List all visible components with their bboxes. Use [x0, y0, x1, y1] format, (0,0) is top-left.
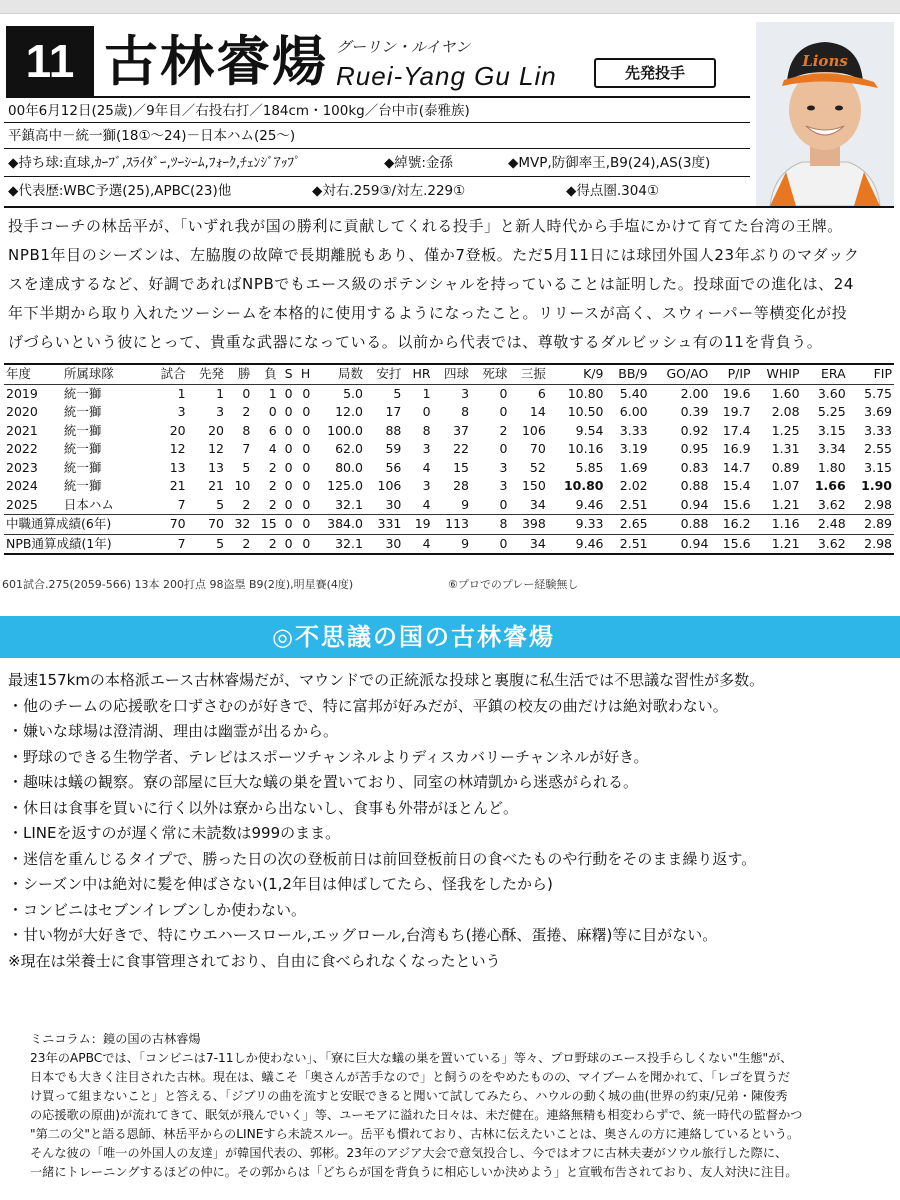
- trivia-line: ・休日は食事を買いに行く以外は寮から出ないし、食事も外帯がほとんど。: [8, 798, 519, 817]
- stats-cell: 0.39: [680, 404, 709, 419]
- trivia-line: ・LINEを返すのが遅く常に未読数は999のまま。: [8, 824, 341, 842]
- stats-cell: 2: [252, 534, 278, 554]
- stats-cell: 10.16: [567, 441, 604, 456]
- bio-line: NPB1年目のシーズンは、左脇腹の故障で長期離脱もあり、僅か7登板。ただ5月11日には球団外国人23年ぶりのマダック: [8, 246, 860, 264]
- stats-cell: 10: [234, 478, 251, 493]
- stats-cell: 37: [453, 422, 470, 438]
- stats-cell: 32.1: [312, 534, 365, 554]
- trivia-line: 最速157kmの本格派エース古林睿煬だが、マウンドでの正統派な投球と裏腹に私生活では不思議な習性が多数。: [8, 671, 765, 689]
- trivia-line: ・シーズン中は絶対に髪を伸ばさない(1,2年目は伸ばしてたら、怪我をしたから): [8, 875, 553, 893]
- stats-cell: 2.51: [619, 496, 648, 512]
- stats-cell: 4: [268, 441, 277, 456]
- national-team: ◆代表歴:WBC予選(25),APBC(23)他: [8, 183, 232, 199]
- stats-cell: NPB通算成績(1年): [4, 534, 149, 554]
- section-title: ◎不思議の国の古林睿煬: [0, 616, 900, 658]
- stats-cell: 2: [242, 496, 251, 512]
- stats-cell: 9.33: [548, 515, 606, 535]
- stats-cell: 統一獅: [63, 441, 102, 456]
- profile-line: 00年6月12日(25歳)／9年目／右投右打／184cm・100kg／台中市(泰雅族): [8, 103, 470, 119]
- stats-cell: 統一獅: [63, 404, 102, 419]
- nickname: ◆綽號:金孫: [384, 155, 453, 171]
- player-portrait-image: [756, 22, 894, 206]
- stats-cell: 10.50: [567, 404, 604, 419]
- trivia-line: ・コンビニはセブンイレブンしか使わない。: [8, 900, 307, 919]
- stats-cell: 統一獅: [63, 385, 102, 401]
- stats-cell: 統一獅: [63, 478, 102, 493]
- stats-cell: 34: [509, 534, 547, 554]
- col-header: 試合: [149, 364, 187, 384]
- stats-cell: 3.34: [817, 441, 846, 456]
- stats-cell: 1.21: [771, 496, 800, 512]
- stats-cell: 14: [529, 404, 546, 419]
- player-name-en: Ruei-Yang Gu Lin: [336, 61, 557, 91]
- stats-row: [4, 440, 894, 459]
- stats-cell: 中職通算成績(6年): [4, 515, 149, 535]
- stats-cell: 1.90: [861, 478, 892, 493]
- divider: [4, 122, 750, 123]
- stats-cell: 2022: [6, 441, 38, 456]
- stats-cell: 6: [537, 385, 546, 401]
- bio-text: [8, 212, 888, 357]
- stats-cell: 4: [422, 459, 431, 475]
- stats-cell: 9: [461, 496, 470, 512]
- trivia-line: ・迷信を重んじるタイプで、勝った日の次の登板前日は前回登板前日の食べたものや行動をそのまま繰り返す。: [8, 849, 757, 868]
- stats-cell: 5.40: [619, 385, 648, 401]
- stats-cell: 16.2: [710, 515, 752, 535]
- player-name-jp: 古林睿煬: [104, 29, 328, 93]
- stats-cell: 2023: [6, 459, 38, 475]
- stats-cell: 30: [385, 496, 402, 512]
- cap-logo: Lions: [802, 52, 848, 70]
- stats-cell: 32: [226, 515, 252, 535]
- stats-cell: 1.69: [619, 459, 648, 475]
- stats-cell: 2.98: [848, 534, 894, 554]
- stats-cell: 8: [422, 422, 431, 438]
- stats-cell: 3.33: [619, 422, 648, 438]
- col-header: ERA: [802, 364, 848, 384]
- stats-cell: 2.65: [605, 515, 649, 535]
- stats-cell: 70: [188, 515, 226, 535]
- stats-cell: 0: [284, 496, 293, 512]
- stats-cell: 0: [279, 515, 295, 535]
- stats-cell: 2021: [6, 422, 38, 438]
- stats-cell: 70: [149, 515, 187, 535]
- stats-cell: 106: [377, 478, 402, 493]
- stats-cell: 20: [169, 422, 186, 438]
- header-divider: [6, 96, 750, 98]
- stats-cell: 10.80: [567, 385, 604, 401]
- stats-cell: 106: [521, 422, 546, 438]
- stats-cell: 0: [499, 404, 508, 419]
- stats-cell: 3: [461, 385, 470, 401]
- stats-cell: 1.21: [753, 534, 802, 554]
- stats-cell: 3: [422, 478, 431, 493]
- risp-stats: ◆得点圏.304①: [566, 183, 660, 199]
- stats-cell: 15: [453, 459, 470, 475]
- split-stats: ◆対右.259③/対左.229①: [312, 183, 466, 199]
- stats-cell: 5.75: [864, 385, 892, 401]
- bio-line: げづらいという彼にとって、貴重な武器になっている。以前から代表では、尊敬するダルビッシュ有の11を背負う。: [8, 333, 823, 351]
- stats-cell: 21: [208, 478, 225, 493]
- bio-line: 年下半期から取り入れたツーシームを本格的に使用するようになったこと。リリースが高く、スウィーパー等横変化が投: [8, 304, 848, 322]
- stats-cell: 0: [499, 385, 508, 401]
- stats-cell: 20: [208, 422, 225, 438]
- col-header: 安打: [365, 364, 403, 384]
- stats-cell: 日本ハム: [63, 496, 114, 512]
- col-header: 三振: [509, 364, 547, 384]
- col-header: 四球: [433, 364, 471, 384]
- stats-cell: 15: [252, 515, 278, 535]
- stats-cell: 2: [268, 459, 277, 475]
- column-line: け買って組まないこと」と答える、「ジブリの曲を流すと安眠できると聞いて試してみたら、ハウルの動く城の曲(世界の約束/兄弟・陳俊秀: [30, 1089, 788, 1103]
- clipped-text-right: ⑥プロでのプレー経験無し: [448, 578, 579, 591]
- stats-cell: 4: [422, 496, 431, 512]
- stats-row: [4, 477, 894, 496]
- stats-cell: 4: [403, 534, 432, 554]
- stats-cell: 5: [188, 534, 226, 554]
- col-header: WHIP: [753, 364, 802, 384]
- stats-cell: 2.98: [864, 496, 892, 512]
- uniform-number: 11: [6, 26, 94, 96]
- stats-cell: 17.4: [722, 422, 751, 438]
- stats-cell: 113: [433, 515, 471, 535]
- stats-cell: 7: [242, 441, 251, 456]
- stats-cell: 1.60: [771, 385, 800, 401]
- stats-cell: 0: [284, 385, 293, 401]
- stats-cell: 統一獅: [63, 459, 102, 475]
- stats-cell: 100.0: [327, 422, 363, 438]
- column-line: 23年のAPBCでは、「コンビニは7-11しか使わない」、「寮に巨大な蟻の巣を置いている」等々、プロ野球のエース投手らしくない"生態"が、: [30, 1051, 793, 1065]
- bio-line: スを達成するなど、好調であればNPBでもエース級のポテンシャルを持っていることは証明した。投球面での進化は、24: [8, 275, 855, 293]
- stats-cell: 3.15: [817, 422, 846, 438]
- column-title: ミニコラム：鏡の国の古林睿煬: [30, 1032, 201, 1046]
- stats-cell: 2020: [6, 404, 38, 419]
- trivia-line: ・嫌いな球場は澄清湖、理由は幽霊が出るから。: [8, 722, 339, 740]
- stats-cell: 3: [499, 478, 508, 493]
- stats-cell: 1.07: [771, 478, 800, 493]
- stats-cell: 0.92: [680, 422, 709, 438]
- column-line: 一緒にトレーニングするほどの仲に。その郭からは「どちらが国を背負うに相応しいか決めよう」と宣戦布告されており、友人対決に注目。: [30, 1165, 798, 1179]
- stats-cell: 12.0: [335, 404, 363, 419]
- stats-cell: 10.80: [563, 478, 604, 493]
- stats-cell: 2025: [6, 496, 38, 512]
- stats-cell: 13: [208, 459, 225, 475]
- column-line: の応援歌の原曲)が流れてきて、眠気が飛んでいく」等、ユーモアに溢れた日々は、未だ健在。連絡無精も相変わらずで、統一時代の監督かつ: [30, 1108, 803, 1122]
- stats-cell: 1: [177, 385, 186, 401]
- stats-cell: 3: [422, 441, 431, 456]
- stats-cell: 0: [302, 478, 311, 493]
- stats-row: [4, 496, 894, 515]
- stats-cell: 5.25: [817, 404, 846, 419]
- stats-cell: 384.0: [312, 515, 365, 535]
- pitch-types: ◆持ち球:直球,ｶｰﾌﾞ,ｽﾗｲﾀﾞｰ,ﾂｰｼｰﾑ,ﾌｫｰｸ,ﾁｪﾝｼﾞｱｯﾌﾟ: [8, 155, 301, 171]
- trivia-line: ※現在は栄養士に食事管理されており、自由に食べられなくなったという: [8, 951, 501, 970]
- stats-cell: 0: [284, 459, 293, 475]
- col-header: FIP: [848, 364, 894, 384]
- stats-cell: 0: [499, 496, 508, 512]
- stats-cell: 0: [302, 441, 311, 456]
- stats-cell: 19.6: [722, 385, 751, 401]
- stats-cell: 30: [365, 534, 403, 554]
- stats-cell: 14.7: [722, 459, 751, 475]
- trivia-line: ・野球のできる生物学者、テレビはスポーツチャンネルよりディスカバリーチャンネルが好き。: [8, 747, 649, 766]
- stats-cell: 12: [208, 441, 225, 456]
- stats-cell: 1.80: [817, 459, 846, 475]
- stats-cell: 0: [302, 422, 311, 438]
- stats-cell: 80.0: [335, 459, 363, 475]
- stats-cell: 88: [385, 422, 402, 438]
- stats-cell: 0.94: [680, 496, 709, 512]
- stats-cell: 331: [365, 515, 403, 535]
- stats-cell: 2: [499, 422, 508, 438]
- stats-cell: 0: [302, 496, 311, 512]
- stats-cell: 3.19: [619, 441, 648, 456]
- stats-cell: 2.08: [771, 404, 800, 419]
- stats-cell: 2: [242, 404, 251, 419]
- stats-cell: 2.00: [680, 385, 709, 401]
- stats-cell: 16.9: [722, 441, 751, 456]
- player-photo: [756, 22, 894, 206]
- stats-cell: 2: [268, 478, 277, 493]
- stats-row: [4, 422, 894, 441]
- stats-cell: 12: [169, 441, 186, 456]
- stats-cell: 150: [521, 478, 546, 493]
- stats-cell: 0.88: [650, 515, 711, 535]
- stats-cell: 1: [268, 385, 277, 401]
- stats-cell: 0: [295, 534, 313, 554]
- stats-cell: 0.89: [771, 459, 800, 475]
- stats-cell: 17: [385, 404, 402, 419]
- stats-cell: 2: [268, 496, 277, 512]
- stats-cell: 19.7: [722, 404, 751, 419]
- stats-cell: 0: [302, 385, 311, 401]
- player-name-kana: グーリン・ルイヤン: [336, 38, 471, 56]
- stats-cell: 28: [453, 478, 470, 493]
- stats-cell: 2.55: [864, 441, 892, 456]
- stats-cell: 32.1: [335, 496, 363, 512]
- stats-row: [4, 384, 894, 403]
- stats-cell: 9.54: [575, 422, 604, 438]
- stats-row: [4, 403, 894, 422]
- clipped-row: [0, 574, 900, 596]
- stats-cell: 13: [169, 459, 186, 475]
- stats-cell: 6: [268, 422, 277, 438]
- stats-cell: 398: [509, 515, 547, 535]
- stats-cell: 56: [385, 459, 402, 475]
- col-header: 先発: [188, 364, 226, 384]
- stats-cell: 15.6: [710, 534, 752, 554]
- stats-cell: 2024: [6, 478, 38, 493]
- stats-cell: 0: [268, 404, 277, 419]
- stats-cell: 0.88: [680, 478, 709, 493]
- stats-cell: 22: [453, 441, 470, 456]
- stats-cell: 2.89: [848, 515, 894, 535]
- stats-cell: 21: [169, 478, 186, 493]
- stats-cell: 0: [242, 385, 251, 401]
- stats-cell: 19: [403, 515, 432, 535]
- stats-cell: 3.62: [802, 534, 848, 554]
- col-header: HR: [403, 364, 432, 384]
- stats-cell: 5: [393, 385, 402, 401]
- stats-cell: 62.0: [335, 441, 363, 456]
- stats-cell: 0.83: [680, 459, 709, 475]
- stats-cell: 1: [422, 385, 431, 401]
- col-header: BB/9: [605, 364, 649, 384]
- trivia-line: ・趣味は蟻の観察。寮の部屋に巨大な蟻の巣を置いており、同室の林靖凱から迷惑がられる。: [8, 773, 639, 791]
- stats-cell: 0: [284, 404, 293, 419]
- stats-cell: 3: [499, 459, 508, 475]
- stats-cell: 2019: [6, 385, 38, 401]
- trivia-line: ・甘い物が大好きで、特にウエハースロール,エッグロール,台湾もち(捲心酥、蛋捲、麻糬)等に目がない。: [8, 926, 718, 944]
- stats-cell: 0: [499, 441, 508, 456]
- stats-cell: 8: [461, 404, 470, 419]
- stats-cell: 1.25: [771, 422, 800, 438]
- stats-cell: 7: [149, 534, 187, 554]
- col-header: GO/AO: [650, 364, 711, 384]
- stats-cell: 統一獅: [63, 422, 102, 438]
- divider: [4, 176, 750, 177]
- stats-cell: 0.95: [680, 441, 709, 456]
- stats-total-row: [4, 534, 894, 554]
- stats-cell: 5: [216, 496, 225, 512]
- stats-cell: 0: [295, 515, 313, 535]
- stats-cell: 3.69: [864, 404, 892, 419]
- stats-table: [4, 363, 894, 555]
- stats-cell: 70: [529, 441, 546, 456]
- trivia-line: ・他のチームの応援歌を口ずさむのが好きで、特に富邦が好みだが、平鎮の校友の曲だけは絶対歌わない。: [8, 696, 728, 715]
- stats-total-row: [4, 515, 894, 535]
- stats-cell: 3: [216, 404, 225, 419]
- stats-cell: 0: [302, 459, 311, 475]
- column-line: 日本でも大きく注目された古林。現在は、蟻こそ「奥さんが苦手なので」と飼うのをやめたものの、マイブームを聞かれて、「レゴを買うだ: [30, 1070, 791, 1084]
- stats-cell: 1: [216, 385, 225, 401]
- stats-cell: 0: [302, 404, 311, 419]
- stats-cell: 15.6: [722, 496, 751, 512]
- stats-cell: 0: [284, 441, 293, 456]
- col-header: 局数: [312, 364, 365, 384]
- stats-cell: 0.94: [650, 534, 711, 554]
- stats-cell: 3.62: [817, 496, 846, 512]
- stats-cell: 1.31: [771, 441, 800, 456]
- stats-cell: 9: [433, 534, 471, 554]
- stats-cell: 34: [529, 496, 546, 512]
- stats-cell: 0: [279, 534, 295, 554]
- stats-cell: 6.00: [619, 404, 648, 419]
- stats-cell: 0: [284, 478, 293, 493]
- bio-line: 投手コーチの林岳平が、「いずれ我が国の勝利に貢献してくれる投手」と新人時代から手塩にかけて育てた台湾の王牌。: [8, 217, 843, 235]
- col-header: 年度: [4, 364, 62, 384]
- stats-cell: 9.46: [575, 496, 604, 512]
- col-header: P/IP: [710, 364, 752, 384]
- col-header: H: [295, 364, 313, 384]
- stats-cell: 2.48: [802, 515, 848, 535]
- stats-cell: 3.33: [864, 422, 892, 438]
- stats-cell: 1.66: [814, 478, 846, 493]
- top-border: [0, 0, 900, 14]
- stats-cell: 5: [242, 459, 251, 475]
- col-header: 所属球隊: [62, 364, 149, 384]
- stats-cell: 9.46: [548, 534, 606, 554]
- stats-cell: 2.51: [605, 534, 649, 554]
- stats-row: [4, 459, 894, 478]
- col-header: K/9: [548, 364, 606, 384]
- stats-cell: 5.0: [343, 385, 363, 401]
- stats-cell: 8: [242, 422, 251, 438]
- stats-cell: 125.0: [327, 478, 363, 493]
- col-header: 勝: [226, 364, 252, 384]
- stats-cell: 0: [471, 534, 509, 554]
- stats-cell: 5.85: [575, 459, 604, 475]
- stats-cell: 2: [226, 534, 252, 554]
- divider: [4, 206, 894, 208]
- stats-header-row: [4, 364, 894, 384]
- stats-cell: 15.4: [722, 478, 751, 493]
- stats-cell: 59: [385, 441, 402, 456]
- col-header: 死球: [471, 364, 509, 384]
- stats-cell: 8: [471, 515, 509, 535]
- trivia-list: [8, 668, 893, 974]
- stats-cell: 3.60: [817, 385, 846, 401]
- column-line: そんな彼の「唯一の外国人の友達」が韓国代表の、郭彬。23年のアジア大会で意気投合し、今ではオフに古林夫妻がソウル旅行した際に、: [30, 1146, 788, 1160]
- column-line: "第二の父"と語る恩師、林岳平からのLINEすら未読スルー。岳平も慣れており、古林に伝えたいことは、奥さんの方に連絡しているという。: [30, 1127, 800, 1141]
- stats-cell: 52: [529, 459, 546, 475]
- clipped-text-left: 601試合.275(2059-566) 13本 200打点 98盗塁 B9(2度),明星賽(4度): [2, 578, 354, 591]
- stats-cell: 3.15: [864, 459, 892, 475]
- stats-cell: 3: [177, 404, 186, 419]
- stats-cell: 7: [177, 496, 186, 512]
- divider: [4, 148, 750, 149]
- awards: ◆MVP,防御率王,B9(24),AS(3度): [508, 155, 711, 171]
- stats-cell: 0: [422, 404, 431, 419]
- stats-cell: 0: [284, 422, 293, 438]
- stats-cell: 2.02: [619, 478, 648, 493]
- col-header: 負: [252, 364, 278, 384]
- stats-cell: 1.16: [753, 515, 802, 535]
- position-badge: 先発投手: [594, 58, 716, 88]
- col-header: S: [279, 364, 295, 384]
- career-line: 平鎮高中－統一獅(18①～24)－日本ハム(25～): [8, 128, 296, 144]
- mini-column: [30, 1030, 890, 1182]
